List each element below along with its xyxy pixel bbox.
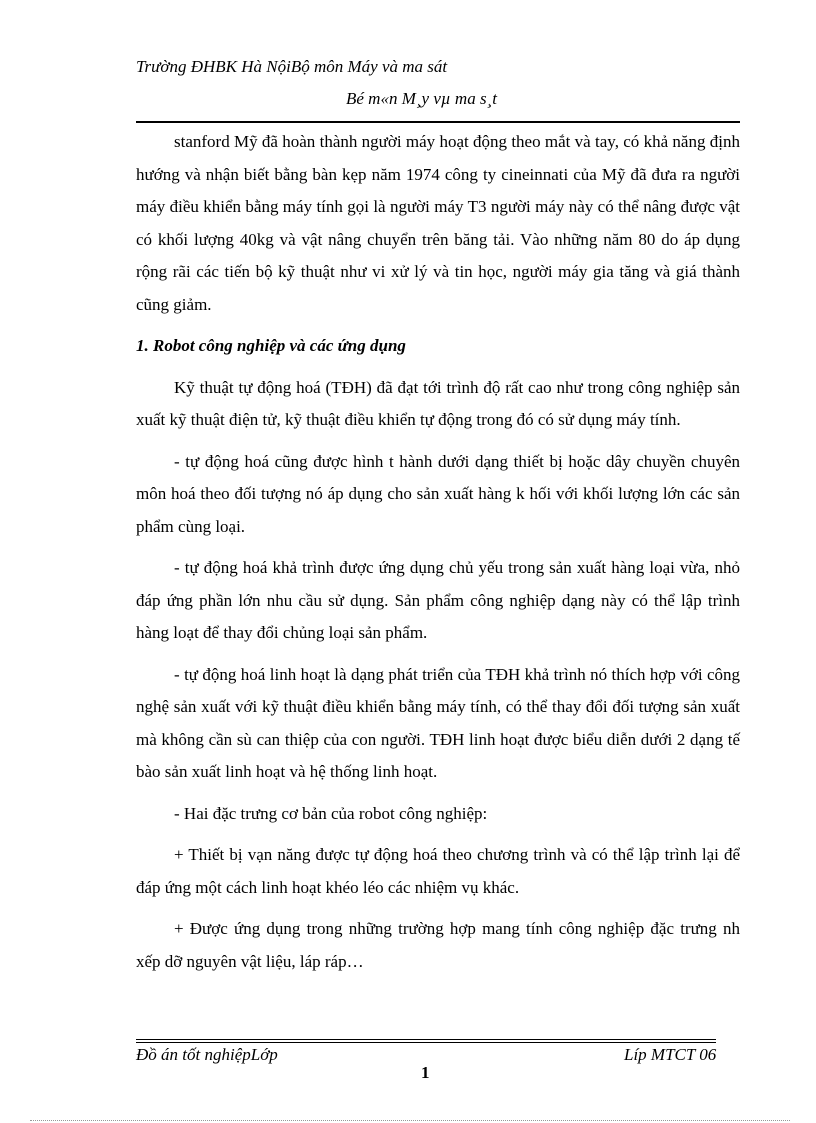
header-department: Bé m«n M¸y vµ ma s¸t bbox=[346, 89, 497, 108]
paragraph-7: + Được ứng dụng trong những trường hợp mang tính công nghiệp đặc trưng nh xếp dỡ nguyên vật liệu, láp ráp… bbox=[136, 919, 740, 971]
paragraph-5: - Hai đặc trưng cơ bản của robot công nghiệp: bbox=[174, 803, 488, 823]
footer-left-text: Đồ án tốt nghiệpLớp bbox=[136, 1045, 278, 1064]
paragraph-6: + Thiết bị vạn năng được tự động hoá theo chương trình và có thể lập trình lại để đáp ứng một cách linh hoạt khéo léo các nhiệm vụ khác. bbox=[136, 845, 740, 897]
document-body bbox=[136, 126, 740, 987]
paragraph-4: - tự động hoá linh hoạt là dạng phát triển của TĐH khả trình nó thích hợp với công nghệ sản xuất với kỹ thuật điều khiển bằng máy tính, có thể thay đổi đối tượng sản xuất mà không cần sù can thiệp của con người. TĐH linh hoạt được biểu diễn dưới 2 dạng tế bào sản xuất linh hoạt và hệ thống linh hoạt. bbox=[136, 664, 740, 781]
footer-rule-top bbox=[136, 1039, 716, 1040]
footer-rule-bottom bbox=[136, 1042, 716, 1043]
paragraph-intro: stanford Mỹ đã hoàn thành người máy hoạt động theo mắt và tay, có khả năng định hướng và nhận biết bằng bàn kẹp năm 1974 công ty cineinnati của Mỹ đã đưa ra người máy điều khiển bằng máy tính gọi là người máy T3 người máy này có thể nâng được vật có khối lượng 40kg và vật nâng chuyển trên băng tải. Vào những năm 80 do áp dụng rộng rãi các tiến bộ kỹ thuật như vi xử lý và tin học, người máy gia tăng và giá thành cũng giảm. bbox=[136, 132, 740, 314]
paragraph-1: Kỹ thuật tự động hoá (TĐH) đã đạt tới trình độ rất cao như trong công nghiệp sản xuất kỹ thuật điện tử, kỹ thuật điều khiển tự động trong đó có sử dụng máy tính. bbox=[136, 377, 740, 429]
section-heading: 1. Robot công nghiệp và các ứng dụng bbox=[136, 336, 406, 355]
footer-right-text: Líp MTCT 06 bbox=[624, 1045, 717, 1064]
page-bottom-dotted-line bbox=[30, 1120, 790, 1121]
paragraph-2: - tự động hoá cũng được hình t hành dưới dạng thiết bị hoặc dây chuyền chuyên môn hoá theo đối tượng nó áp dụng cho sản xuất hàng k hối với khối lượng lớn các sản phẩm cùng loại. bbox=[136, 451, 740, 536]
paragraph-3: - tự động hoá khả trình được ứng dụng chủ yếu trong sản xuất hàng loại vừa, nhỏ đáp ứng phần lớn nhu cầu sử dụng. Sản phẩm công nghiệp dạng này có thể lập trình hàng loạt để thay đổi chủng loại sản phẩm. bbox=[136, 558, 740, 642]
page-number: 1 bbox=[421, 1063, 430, 1082]
header-school: Trường ĐHBK Hà NộiBộ môn Máy và ma sát bbox=[136, 57, 448, 76]
header-rule bbox=[136, 121, 740, 123]
